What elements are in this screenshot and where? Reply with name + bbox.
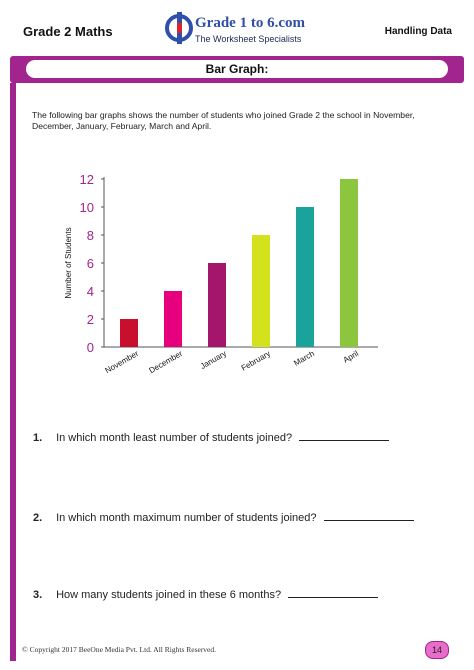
grade-label: Grade 2 Maths (23, 24, 113, 39)
y-tick-label: 10 (79, 200, 94, 215)
y-tick-label: 12 (79, 172, 94, 187)
x-tick-label: March (292, 348, 316, 368)
logo-mark-icon (165, 8, 195, 48)
logo-title: Grade 1 to 6.com (195, 15, 305, 31)
y-tick-label: 4 (86, 284, 94, 299)
intro-text: The following bar graphs shows the number of students who joined Grade 2 the school in November, December, January, February, March and April. (32, 110, 415, 131)
answer-blank-1[interactable] (299, 431, 389, 441)
bar-january (208, 263, 226, 347)
bar-april (340, 179, 358, 347)
page-number-badge: 14 (425, 641, 449, 659)
y-tick-label: 0 (86, 340, 94, 355)
y-tick-label: 2 (86, 312, 94, 327)
question-1-number: 1. (33, 432, 43, 444)
question-3 (33, 588, 378, 601)
bar-november (120, 319, 138, 347)
x-tick-label: April (341, 348, 360, 365)
question-3-number: 3. (33, 589, 43, 601)
copyright-text: © Copyright 2017 BeeOne Media Pvt. Ltd. All Rights Reserved. (22, 645, 217, 654)
subject-label: Handling Data (384, 26, 452, 37)
logo-tagline: The Worksheet Specialists (195, 34, 302, 44)
answer-blank-2[interactable] (324, 511, 414, 521)
page-header (0, 0, 474, 56)
x-tick-label: January (198, 348, 228, 371)
bar-december (164, 291, 182, 347)
question-3-text: How many students joined in these 6 months? (56, 589, 282, 601)
question-1-text: In which month least number of students joined? (56, 432, 293, 444)
bar-chart (60, 168, 390, 383)
question-2-text: In which month maximum number of students joined? (56, 512, 317, 524)
question-2 (33, 511, 414, 524)
bar-february (252, 235, 270, 347)
site-logo (165, 8, 330, 52)
x-tick-label: November (103, 348, 140, 376)
y-tick-label: 6 (86, 256, 94, 271)
title-band (10, 56, 464, 83)
question-2-number: 2. (33, 512, 43, 524)
answer-blank-3[interactable] (288, 588, 378, 598)
x-tick-label: December (147, 348, 184, 376)
y-axis-label: Number of Students (64, 227, 73, 299)
left-accent-bar (10, 83, 16, 661)
y-tick-label: 8 (86, 228, 94, 243)
page-title: Bar Graph: (26, 60, 448, 78)
question-1 (33, 431, 389, 444)
bar-march (296, 207, 314, 347)
x-tick-label: February (239, 348, 272, 373)
